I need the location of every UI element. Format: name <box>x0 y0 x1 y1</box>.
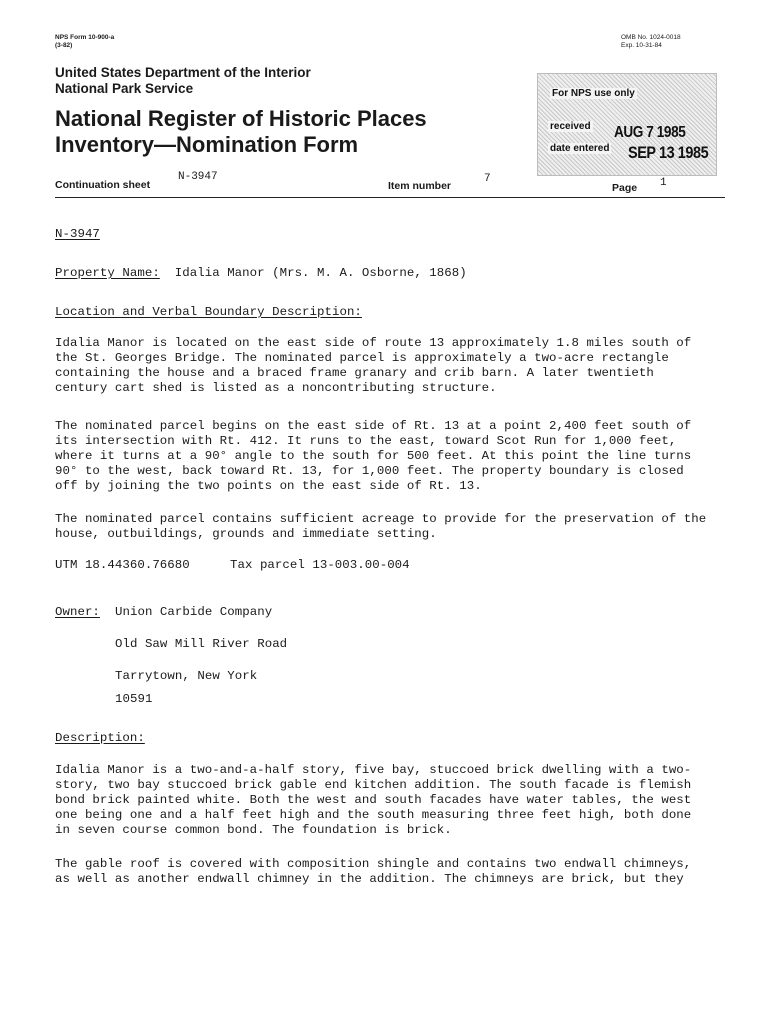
description-paragraph-1 <box>55 763 715 838</box>
owner-label: Owner: <box>55 605 100 619</box>
received-date-stamp: AUG 7 1985 <box>614 124 686 141</box>
continuation-sheet-value: N-3947 <box>178 171 218 183</box>
property-name-label: Property Name: <box>55 266 160 280</box>
header-divider <box>55 197 725 198</box>
page-value: 1 <box>660 177 667 189</box>
text-line: Idalia Manor is a two-and-a-half story, five bay, stuccoed brick dwelling with a two- <box>55 763 692 777</box>
text-line: as well as another endwall chimney in the addition. The chimneys are brick, but they <box>55 872 684 886</box>
utm-reference: UTM 18.44360.76680 <box>55 558 190 572</box>
text-line: in seven course common bond. The foundation is brick. <box>55 823 452 837</box>
date-entered-label: date entered <box>550 143 610 154</box>
form-revision: (3-82) <box>55 42 73 49</box>
location-paragraph-3 <box>55 512 715 542</box>
text-line: The nominated parcel contains sufficient acreage to provide for the preservation of the <box>55 512 707 526</box>
text-line: house, outbuildings, grounds and immediate setting. <box>55 527 437 541</box>
form-title-line-1: National Register of Historic Places <box>55 106 427 131</box>
reference-number: N-3947 <box>55 227 100 241</box>
agency-line-1: United States Department of the Interior <box>55 65 311 80</box>
item-number-value: 7 <box>484 173 491 185</box>
continuation-sheet-label: Continuation sheet <box>55 179 151 191</box>
form-title-line-2: Inventory—Nomination Form <box>55 132 359 157</box>
owner-address-street: Old Saw Mill River Road <box>115 637 288 651</box>
form-number-text: NPS Form 10-900-a <box>55 34 115 41</box>
omb-block <box>621 34 681 50</box>
text-line: The gable roof is covered with composition shingle and contains two endwall chimneys, <box>55 857 692 871</box>
location-heading: Location and Verbal Boundary Description: <box>55 305 362 319</box>
nps-use-only-stamp <box>537 73 717 176</box>
text-line: bond brick painted white. Both the west and south facades have water tables, the west <box>55 793 692 807</box>
text-line: Idalia Manor is located on the east side of route 13 approximately 1.8 miles south of <box>55 336 692 350</box>
location-paragraph-2 <box>55 419 715 494</box>
text-line: off by joining the two points on the east side of Rt. 13. <box>55 479 482 493</box>
text-line: its intersection with Rt. 412. It runs to the east, toward Scot Run for 1,000 feet, <box>55 434 677 448</box>
text-line: one being one and a half feet high and the south measuring three feet high, both done <box>55 808 692 822</box>
form-number <box>55 34 114 50</box>
omb-expiration: Exp. 10-31-84 <box>621 42 662 49</box>
location-paragraph-1 <box>55 336 715 396</box>
omb-number: OMB No. 1024-0018 <box>621 34 681 41</box>
property-name-value: Idalia Manor (Mrs. M. A. Osborne, 1868) <box>174 266 467 280</box>
text-line: the St. Georges Bridge. The nominated parcel is approximately a two-acre rectangle <box>55 351 669 365</box>
received-label: received <box>550 121 591 132</box>
text-line: where it turns at a 90° angle to the south for 500 feet. At this point the line turns <box>55 449 692 463</box>
description-heading: Description: <box>55 731 145 745</box>
description-paragraph-2 <box>55 857 715 887</box>
text-line: century cart shed is listed as a noncontributing structure. <box>55 381 497 395</box>
text-line: containing the house and a braced frame granary and crib barn. A later twentieth <box>55 366 654 380</box>
page-label: Page <box>612 182 638 194</box>
text-line: story, two bay stuccoed brick gable end kitchen addition. The south facade is flemish <box>55 778 692 792</box>
agency-line-2: National Park Service <box>55 81 194 96</box>
owner-name: Union Carbide Company <box>115 605 273 619</box>
owner-address-zip: 10591 <box>115 692 153 706</box>
owner-address-city: Tarrytown, New York <box>115 669 258 683</box>
date-entered-stamp: SEP 13 1985 <box>628 143 709 162</box>
property-name-line <box>55 266 467 281</box>
tax-parcel: Tax parcel 13-003.00-004 <box>230 558 410 572</box>
item-number-label: Item number <box>388 180 452 192</box>
nps-use-label: For NPS use only <box>552 88 635 99</box>
text-line: 90° to the west, back toward Rt. 13, for 1,000 feet. The property boundary is closed <box>55 464 684 478</box>
text-line: The nominated parcel begins on the east side of Rt. 13 at a point 2,400 feet south of <box>55 419 692 433</box>
